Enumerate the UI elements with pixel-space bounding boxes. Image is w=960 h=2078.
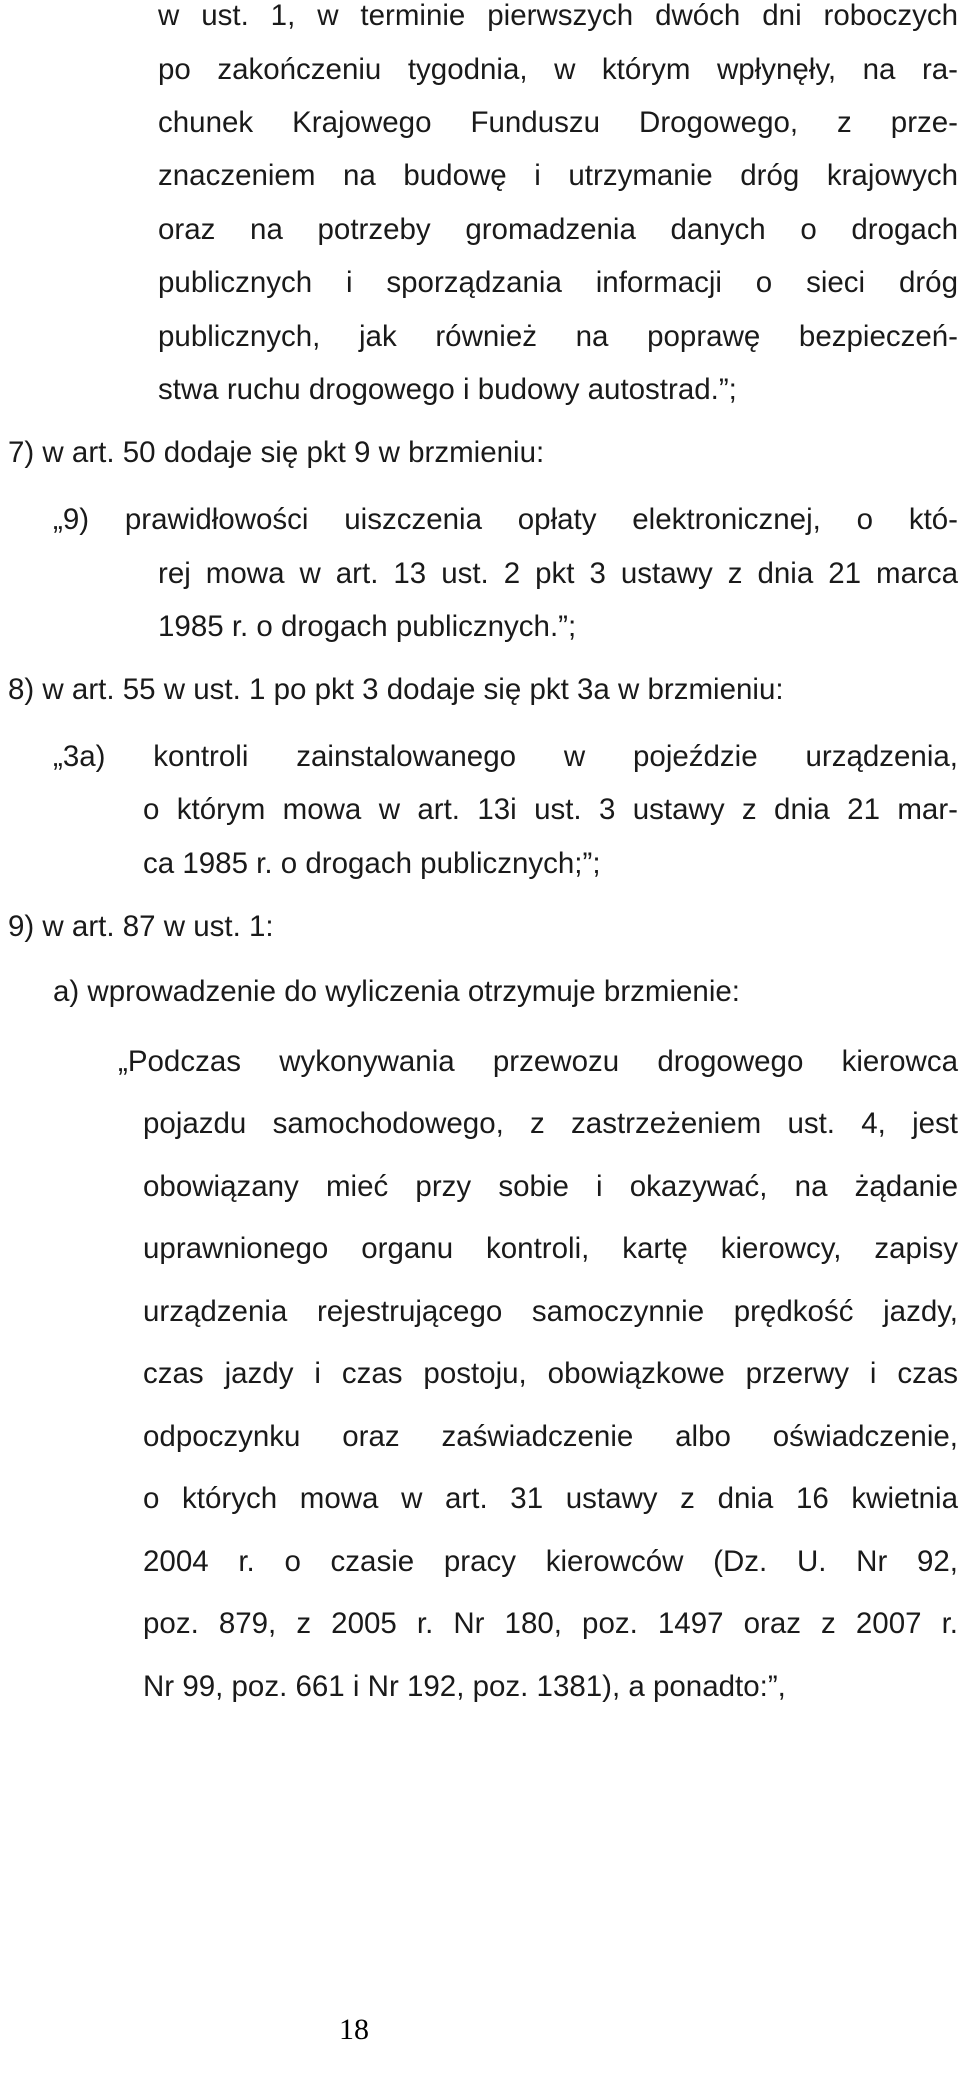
list-item-7: 7) w art. 50 dodaje się pkt 9 w brzmieniu:	[8, 436, 545, 469]
text-line: chunek Krajowego Funduszu Drogowego, z prze-	[158, 106, 958, 139]
text-line: stwa ruchu drogowego i budowy autostrad.”;	[158, 373, 737, 406]
quote-line: odpoczynku oraz zaświadczenie albo oświadczenie,	[143, 1420, 958, 1453]
text-line: znaczeniem na budowę i utrzymanie dróg krajowych	[158, 159, 958, 192]
text-line: o którym mowa w art. 13i ust. 3 ustawy z dnia 21 mar-	[143, 793, 958, 826]
text-line: publicznych, jak również na poprawę bezpieczeń-	[158, 320, 958, 353]
text-line: oraz na potrzeby gromadzenia danych o drogach	[158, 213, 958, 246]
text-line: w ust. 1, w terminie pierwszych dwóch dni roboczych	[158, 0, 958, 32]
quote-line: poz. 879, z 2005 r. Nr 180, poz. 1497 oraz z 2007 r.	[143, 1607, 958, 1640]
quote-item-9: „9) prawidłowości uiszczenia opłaty elektronicznej, o któ-	[53, 503, 958, 536]
text-line: rej mowa w art. 13 ust. 2 pkt 3 ustawy z dnia 21 marca	[158, 557, 958, 590]
quote-item-3a: „3a) kontroli zainstalowanego w pojeździe urządzenia,	[53, 740, 958, 773]
quote-line: uprawnionego organu kontroli, kartę kierowcy, zapisy	[143, 1232, 958, 1265]
quote-line: o których mowa w art. 31 ustawy z dnia 16 kwietnia	[143, 1482, 958, 1515]
text-line: po zakończeniu tygodnia, w którym wpłynęły, na ra-	[158, 53, 958, 86]
quote-line: pojazdu samochodowego, z zastrzeżeniem ust. 4, jest	[143, 1107, 958, 1140]
text-line: 1985 r. o drogach publicznych.”;	[158, 610, 577, 643]
text-line: ca 1985 r. o drogach publicznych;”;	[143, 847, 601, 880]
quote-line: czas jazdy i czas postoju, obowiązkowe przerwy i czas	[143, 1357, 958, 1390]
quote-line: Nr 99, poz. 661 i Nr 192, poz. 1381), a ponadto:”,	[143, 1670, 786, 1703]
page-number: 18	[339, 2013, 369, 2046]
quote-line: 2004 r. o czasie pracy kierowców (Dz. U. Nr 92,	[143, 1545, 958, 1578]
list-item-9: 9) w art. 87 w ust. 1:	[8, 910, 274, 943]
list-item-8: 8) w art. 55 w ust. 1 po pkt 3 dodaje się pkt 3a w brzmieniu:	[8, 673, 784, 706]
quote-line: „Podczas wykonywania przewozu drogowego kierowca	[118, 1045, 958, 1078]
quote-line: urządzenia rejestrującego samoczynnie prędkość jazdy,	[143, 1295, 958, 1328]
sub-item-a: a) wprowadzenie do wyliczenia otrzymuje brzmienie:	[53, 975, 740, 1008]
quote-line: obowiązany mieć przy sobie i okazywać, na żądanie	[143, 1170, 958, 1203]
text-line: publicznych i sporządzania informacji o sieci dróg	[158, 266, 958, 299]
